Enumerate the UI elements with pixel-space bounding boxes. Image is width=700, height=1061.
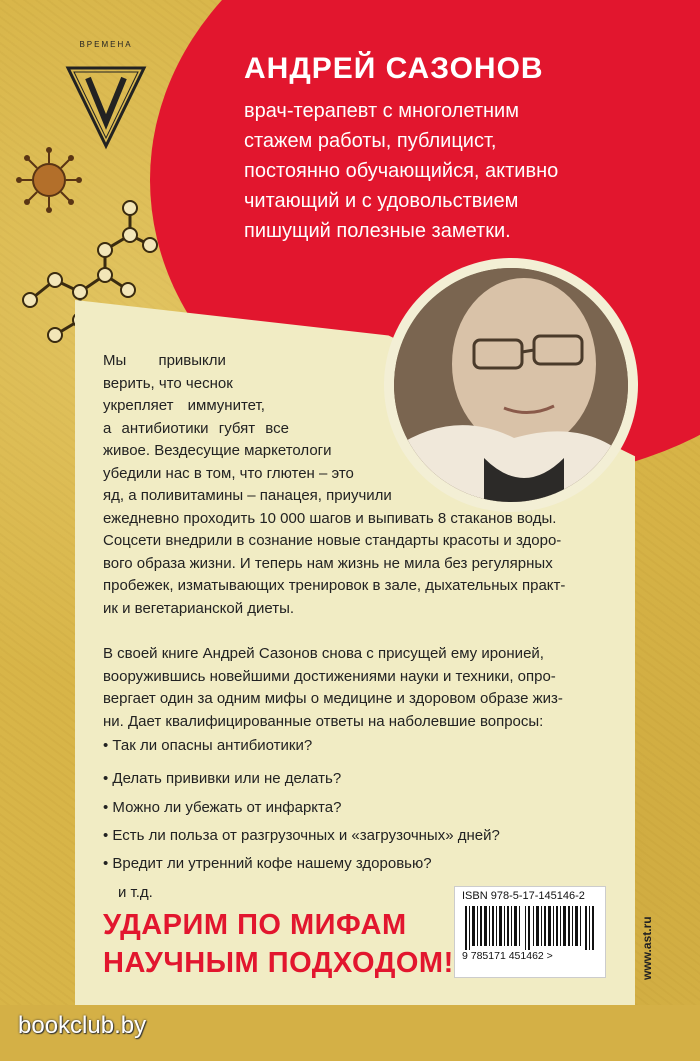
author-bio-line: читающий и с удовольствием: [244, 190, 519, 212]
text-line: Соцсети внедрили в сознание новые стандарты красоты и здоро-: [103, 532, 562, 549]
text-line: ик и вегетарианской диеты.: [103, 599, 295, 617]
bullet-item: • Так ли опасны антибиотики?: [103, 737, 313, 754]
bullet-text: Так ли опасны антибиотики?: [112, 737, 313, 754]
text-line: убедили нас в том, что глютен – это: [103, 464, 354, 482]
barcode-number: 9 785171 451462 >: [462, 950, 553, 962]
publisher-website: www.ast.ru: [640, 916, 654, 980]
watermark: bookclub.by: [18, 1012, 147, 1039]
slogan-line: НАУЧНЫМ ПОДХОДОМ!: [103, 947, 454, 979]
text-line: вооружившись новейшими достижениями науки и техники, опро-: [103, 667, 556, 685]
author-bio-line: пишущий полезные заметки.: [244, 220, 511, 242]
bullet-item: • Вредит ли утренний кофе нашему здоровью?: [103, 855, 432, 872]
isbn-label: ISBN 978-5-17-145146-2: [462, 890, 585, 902]
slogan: [103, 906, 454, 982]
text-line: В своей книге Андрей Сазонов снова с присущей ему иронией,: [103, 645, 544, 662]
text-line: укрепляет иммунитет,: [103, 397, 265, 414]
text-line: пробежек, изматывающих тренировок в зале, дыхательных практ-: [103, 577, 566, 594]
text-line: живое. Вездесущие маркетологи: [103, 442, 332, 459]
text-line: вергает один за одним мифы о медицине и здоровом образе жиз-: [103, 690, 563, 707]
author-bio-line: врач-терапевт с многолетним: [244, 100, 519, 122]
bullet-text: Можно ли убежать от инфаркта?: [112, 799, 342, 816]
text-line: яд, а поливитамины – панацея, приучили: [103, 487, 392, 504]
text-line: вого образа жизни. И теперь нам жизнь не мила без регулярных: [103, 554, 553, 572]
author-bio-line: стажем работы, публицист,: [244, 130, 497, 152]
text-line: ежедневно проходить 10 000 шагов и выпивать 8 стаканов воды.: [103, 509, 557, 527]
author-bio-line: постоянно обучающийся, активно: [244, 160, 559, 182]
author-bio: [244, 96, 604, 246]
description-paragraph-2: [103, 643, 563, 733]
publisher-logo-icon: [64, 40, 148, 150]
text-line: Мы привыкли: [103, 352, 226, 369]
bullet-item: • Делать прививки или не делать?: [103, 770, 342, 787]
bullet-text: Делать прививки или не делать?: [112, 770, 342, 787]
text-line: ни. Дает квалифицированные ответы на наболевшие вопросы:: [103, 712, 544, 730]
barcode-icon: [463, 906, 597, 950]
bullet-etc: и т.д.: [118, 884, 153, 901]
bullet-item: • Есть ли польза от разгрузочных и «загрузочных» дней?: [103, 827, 500, 844]
text-line: а антибиотики губят все: [103, 419, 289, 437]
bullet-text: Вредит ли утренний кофе нашему здоровью?: [112, 855, 432, 872]
publisher-series-label: ВРЕМЕНА: [79, 40, 133, 49]
slogan-line: УДАРИМ ПО МИФАМ: [103, 909, 407, 941]
text-line: верить, что чеснок: [103, 374, 233, 392]
bullet-text: Есть ли польза от разгрузочных и «загрузочных» дней?: [112, 827, 500, 844]
description-paragraph-1: [103, 350, 565, 620]
bullet-item: • Можно ли убежать от инфаркта?: [103, 799, 342, 816]
author-name: АНДРЕЙ САЗОНОВ: [244, 52, 544, 85]
